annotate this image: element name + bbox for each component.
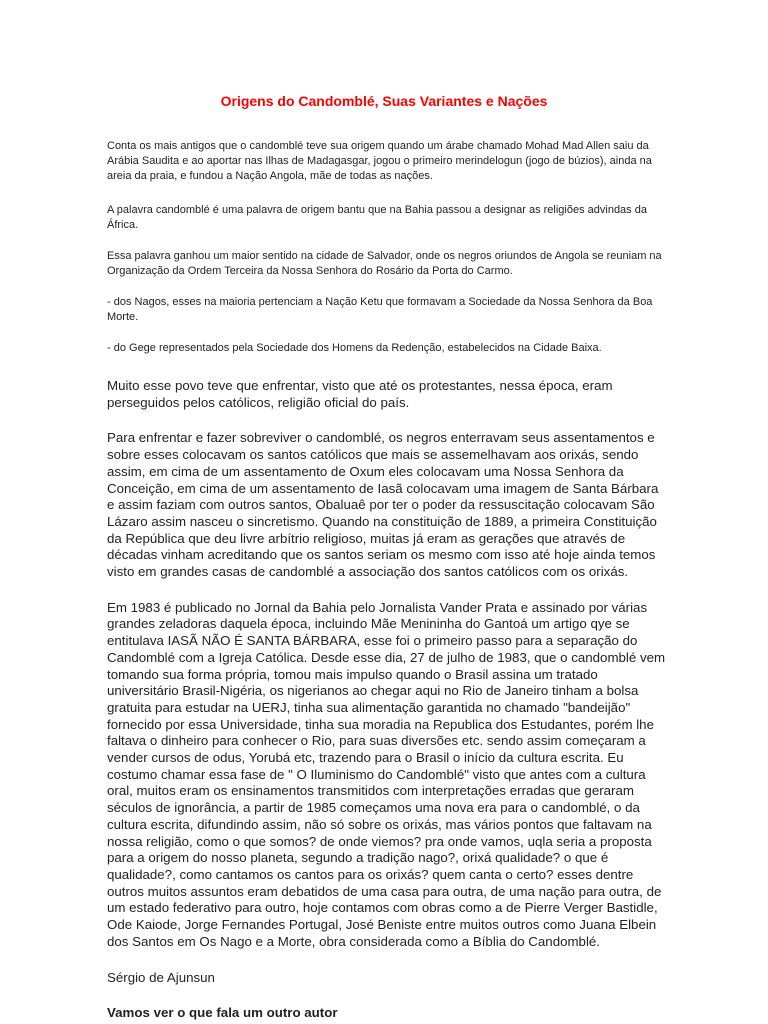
paragraph-persecution: Muito esse povo teve que enfrentar, visto que até os protestantes, nessa época, eram perseguidos pelos católicos, religião oficial do país.: [107, 378, 613, 410]
signature: Sérgio de Ajunsun: [107, 969, 215, 985]
subheading: Vamos ver o que fala um outro autor: [107, 1005, 338, 1021]
paragraph-syncretism: Para enfrentar e fazer sobreviver o candomblé, os negros enterravam seus assentamentos e sobre esses colocavam os santos católicos que mais se assemelhavam aos orixás, sendo assim, em cima de um assentamento de Oxum eles colocavam uma Nossa Senhora da Conceição, em cima de um assentamento de Iasã colocavam uma imagem de Santa Bárbara e assim faziam com outros santos, Obaluaê por ter o poder da ressuscitação colocavam São Lázaro assim nasceu o sincretismo. Quando na constituição de 1889, a primeira Constituição da República que deu livre arbítrio religioso, muitas já eram as gerações que através de décadas vinham acreditando que os santos seriam os mesmo com isso até hoje ainda temos visto em grandes casas de candomblé a associação dos santos católicos com os orixás.: [107, 430, 659, 580]
paragraph-gege: - do Gege representados pela Sociedade dos Homens da Redenção, estabelecidos na Cidade Baixa.: [107, 342, 602, 354]
document-body: [107, 139, 667, 1022]
paragraph-1983-article: Em 1983 é publicado no Jornal da Bahia pelo Jornalista Vander Prata e assinado por várias grandes zeladoras daquela época, incluindo Mãe Menininha do Gantoá um artigo qye se entitulava IASÃ NÃO É SANTA BÁRBARA, esse foi o primeiro passo para a separação do Candomblé com a Igreja Católica. Desde esse dia, 27 de julho de 1983, que o candomblé vem tomando sua forma própria, tomou mais impulso quando o Brasil assina um tratado universitário Brasil-Nigéria, os nigerianos ao chegar aqui no Rio de Janeiro tinham a bolsa gratuita para estudar na UERJ, tinha sua alimentação garantida no chamado "bandeijão" fornecido por essa Universidade, tinha sua moradia na Republica dos Estudantes, porém lhe faltava o dinheiro para conhecer o Rio, para suas diversões etc. sendo assim começaram a vender cursos de odus, Yorubá etc, trazendo para o Brasil o início da cultura escrita. Eu costumo chamar essa fase de " O Iluminismo do Candomblé" visto que antes com a cultura oral, muitos eram os ensinamentos transmitidos com interpretações erradas que geraram séculos de ignorância, a partir de 1985 começamos uma nova era para o candomblé, o da cultura escrita, difundindo assim, não só sobre os orixás, mas vários pontos que faltavam na nossa religião, como o que somos? de onde viemos? pra onde vamos, uqla seria a proposta para a origem do nosso planeta, segundo a tradição nago?, orixá qualidade? o que é qualidade?, como cantamos os cantos para os orixás? quem canta o certo? esses dentre outros muitos assuntos eram debatidos de uma casa para outra, de uma nação para outra, de um estado federativo para outro, hoje contamos com obras como a de Pierre Verger Bastidle, Ode Kaiode, Jorge Fernandes Portugal, José Beniste entre muitos outros como Juana Elbein dos Santos em Os Nago e a Morte, obra considerada como a Bíblia do Candomblé.: [107, 599, 666, 949]
paragraph-word-meaning: A palavra candomblé é uma palavra de origem bantu que na Bahia passou a designar as religiões advindas da África.: [107, 204, 647, 231]
page-title: Origens do Candomblé, Suas Variantes e Nações: [220, 93, 548, 109]
paragraph-origin: Conta os mais antigos que o candomblé teve sua origem quando um árabe chamado Mohad Mad Allen saiu da Arábia Saudita e ao aportar nas Ilhas de Madagasgar, jogou o primeiro merindelogun (jogo de búzios), ainda na areia da praia, e fundou a Nação Angola, mãe de todas as nações.: [107, 140, 652, 182]
paragraph-nagos: - dos Nagos, esses na maioria pertenciam a Nação Ketu que formavam a Sociedade da Nossa Senhora da Boa Morte.: [107, 296, 653, 323]
paragraph-salvador: Essa palavra ganhou um maior sentido na cidade de Salvador, onde os negros oriundos de Angola se reuniam na Organização da Ordem Terceira da Nossa Senhora do Rosário da Porta do Carmo.: [107, 250, 662, 277]
